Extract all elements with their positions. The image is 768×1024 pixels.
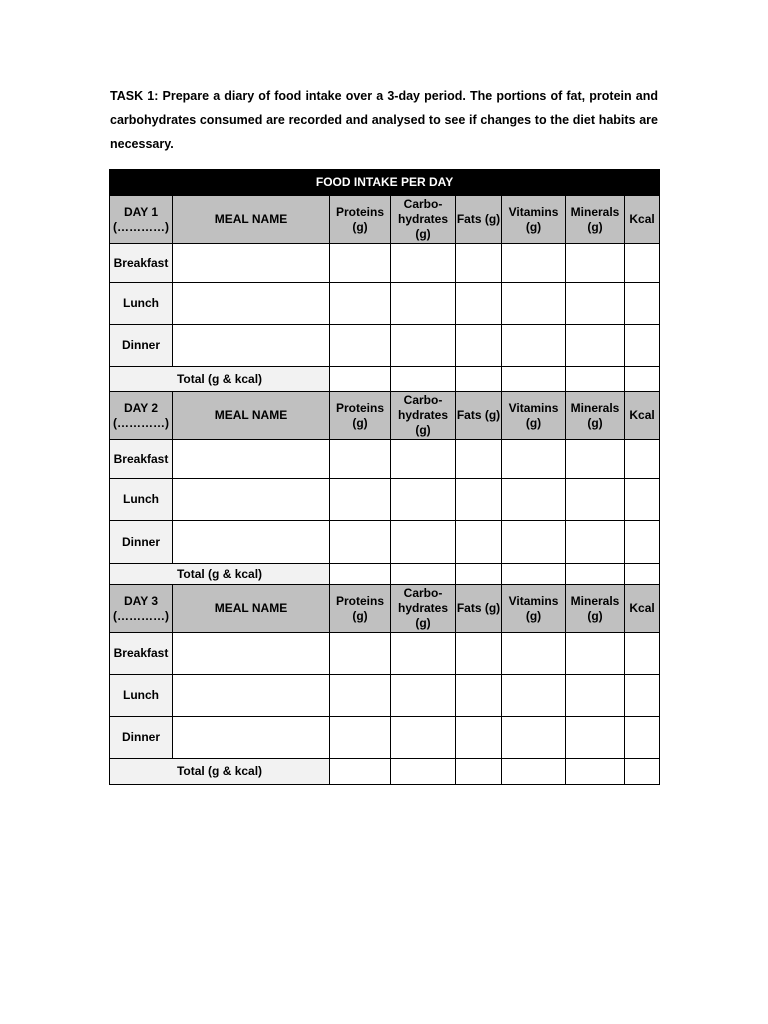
proteins-input[interactable]	[330, 440, 391, 479]
food-intake-table	[109, 169, 660, 785]
minerals-input[interactable]	[566, 633, 625, 675]
total-row	[110, 564, 660, 585]
day-header-row	[110, 196, 660, 244]
kcal-input[interactable]	[625, 633, 660, 675]
task-instructions	[110, 84, 658, 156]
day-label: DAY 1	[123, 204, 159, 219]
day-label-cell	[110, 196, 173, 244]
col-carbo-line2: hydrates (g)	[397, 601, 449, 630]
col-carbohydrates	[391, 196, 456, 244]
fats-input[interactable]	[456, 479, 502, 521]
day-date-blank: (…………)	[113, 415, 169, 430]
fats-total-input[interactable]	[456, 759, 502, 785]
total-row	[110, 759, 660, 785]
col-fats: Fats (g)	[456, 392, 502, 440]
day-label: DAY 2	[123, 400, 159, 415]
minerals-input[interactable]	[566, 717, 625, 759]
vitamins-input[interactable]	[502, 479, 566, 521]
col-meal-name: MEAL NAME	[173, 196, 330, 244]
col-vitamins: Vitamins (g)	[502, 585, 566, 633]
carbohydrates-total-input[interactable]	[391, 367, 456, 392]
meal-name-input[interactable]	[173, 325, 330, 367]
carbohydrates-input[interactable]	[391, 283, 456, 325]
fats-input[interactable]	[456, 633, 502, 675]
vitamins-input[interactable]	[502, 325, 566, 367]
meal-name-input[interactable]	[173, 440, 330, 479]
meal-row-dinner	[110, 717, 660, 759]
carbohydrates-input[interactable]	[391, 440, 456, 479]
kcal-input[interactable]	[625, 283, 660, 325]
task-text: Prepare a diary of food intake over a 3-day period. The portions of fat, protein and carbohydrates consumed are recorded and analysed to see if changes to the diet habits are necessary.	[110, 89, 658, 151]
day-header-row	[110, 585, 660, 633]
meal-label: Dinner	[110, 717, 173, 759]
carbohydrates-input[interactable]	[391, 479, 456, 521]
col-proteins: Proteins (g)	[330, 392, 391, 440]
meal-row-dinner	[110, 521, 660, 564]
carbohydrates-input[interactable]	[391, 675, 456, 717]
vitamins-input[interactable]	[502, 244, 566, 283]
proteins-input[interactable]	[330, 283, 391, 325]
total-label: Total (g & kcal)	[110, 564, 330, 585]
col-carbo-line2: hydrates (g)	[397, 408, 449, 437]
vitamins-input[interactable]	[502, 283, 566, 325]
col-minerals: Minerals (g)	[566, 392, 625, 440]
carbohydrates-input[interactable]	[391, 717, 456, 759]
vitamins-input[interactable]	[502, 633, 566, 675]
fats-input[interactable]	[456, 675, 502, 717]
fats-total-input[interactable]	[456, 367, 502, 392]
table-title: FOOD INTAKE PER DAY	[110, 170, 660, 196]
fats-input[interactable]	[456, 244, 502, 283]
col-vitamins: Vitamins (g)	[502, 392, 566, 440]
meal-label: Breakfast	[110, 244, 173, 283]
kcal-input[interactable]	[625, 325, 660, 367]
proteins-input[interactable]	[330, 633, 391, 675]
day-date-blank: (…………)	[113, 219, 169, 234]
kcal-input[interactable]	[625, 521, 660, 564]
day-label: DAY 3	[123, 593, 159, 608]
meal-row-lunch	[110, 675, 660, 717]
carbohydrates-total-input[interactable]	[391, 759, 456, 785]
fats-input[interactable]	[456, 521, 502, 564]
vitamins-total-input[interactable]	[502, 564, 566, 585]
col-meal-name: MEAL NAME	[173, 585, 330, 633]
minerals-total-input[interactable]	[566, 759, 625, 785]
minerals-input[interactable]	[566, 521, 625, 564]
minerals-input[interactable]	[566, 283, 625, 325]
meal-label: Lunch	[110, 675, 173, 717]
vitamins-total-input[interactable]	[502, 367, 566, 392]
proteins-input[interactable]	[330, 479, 391, 521]
vitamins-input[interactable]	[502, 717, 566, 759]
col-carbo-line2: hydrates (g)	[397, 212, 449, 241]
col-fats: Fats (g)	[456, 196, 502, 244]
meal-row-breakfast	[110, 440, 660, 479]
day-label-cell	[110, 392, 173, 440]
vitamins-input[interactable]	[502, 440, 566, 479]
meal-label: Dinner	[110, 325, 173, 367]
carbohydrates-input[interactable]	[391, 633, 456, 675]
kcal-input[interactable]	[625, 479, 660, 521]
carbohydrates-input[interactable]	[391, 521, 456, 564]
proteins-total-input[interactable]	[330, 759, 391, 785]
col-kcal: Kcal	[625, 392, 660, 440]
col-proteins: Proteins (g)	[330, 585, 391, 633]
fats-input[interactable]	[456, 717, 502, 759]
meal-name-input[interactable]	[173, 633, 330, 675]
meal-name-input[interactable]	[173, 521, 330, 564]
meal-label: Breakfast	[110, 440, 173, 479]
day-date-blank: (…………)	[113, 608, 169, 623]
kcal-total-input[interactable]	[625, 564, 660, 585]
vitamins-total-input[interactable]	[502, 759, 566, 785]
carbohydrates-input[interactable]	[391, 244, 456, 283]
col-carbo-line1: Carbo-	[403, 197, 443, 211]
carbohydrates-input[interactable]	[391, 325, 456, 367]
vitamins-input[interactable]	[502, 521, 566, 564]
col-minerals: Minerals (g)	[566, 196, 625, 244]
minerals-total-input[interactable]	[566, 564, 625, 585]
meal-row-dinner	[110, 325, 660, 367]
col-minerals: Minerals (g)	[566, 585, 625, 633]
col-carbohydrates	[391, 585, 456, 633]
minerals-input[interactable]	[566, 440, 625, 479]
total-row	[110, 367, 660, 392]
col-kcal: Kcal	[625, 585, 660, 633]
task-lead: TASK 1:	[110, 89, 159, 103]
kcal-total-input[interactable]	[625, 759, 660, 785]
fats-input[interactable]	[456, 325, 502, 367]
carbohydrates-total-input[interactable]	[391, 564, 456, 585]
minerals-input[interactable]	[566, 675, 625, 717]
fats-total-input[interactable]	[456, 564, 502, 585]
day-label-cell	[110, 585, 173, 633]
meal-name-input[interactable]	[173, 717, 330, 759]
meal-label: Dinner	[110, 521, 173, 564]
kcal-input[interactable]	[625, 675, 660, 717]
total-label: Total (g & kcal)	[110, 367, 330, 392]
proteins-total-input[interactable]	[330, 564, 391, 585]
meal-label: Breakfast	[110, 633, 173, 675]
col-proteins: Proteins (g)	[330, 196, 391, 244]
minerals-input[interactable]	[566, 479, 625, 521]
minerals-total-input[interactable]	[566, 367, 625, 392]
proteins-total-input[interactable]	[330, 367, 391, 392]
meal-name-input[interactable]	[173, 283, 330, 325]
minerals-input[interactable]	[566, 244, 625, 283]
proteins-input[interactable]	[330, 325, 391, 367]
proteins-input[interactable]	[330, 244, 391, 283]
fats-input[interactable]	[456, 440, 502, 479]
col-meal-name: MEAL NAME	[173, 392, 330, 440]
meal-row-lunch	[110, 283, 660, 325]
kcal-input[interactable]	[625, 717, 660, 759]
col-fats: Fats (g)	[456, 585, 502, 633]
proteins-input[interactable]	[330, 717, 391, 759]
col-kcal: Kcal	[625, 196, 660, 244]
kcal-total-input[interactable]	[625, 367, 660, 392]
meal-name-input[interactable]	[173, 244, 330, 283]
total-label: Total (g & kcal)	[110, 759, 330, 785]
meal-label: Lunch	[110, 283, 173, 325]
col-carbo-line1: Carbo-	[403, 393, 443, 407]
vitamins-input[interactable]	[502, 675, 566, 717]
meal-name-input[interactable]	[173, 675, 330, 717]
proteins-input[interactable]	[330, 675, 391, 717]
day-header-row	[110, 392, 660, 440]
meal-name-input[interactable]	[173, 479, 330, 521]
minerals-input[interactable]	[566, 325, 625, 367]
col-carbohydrates	[391, 392, 456, 440]
meal-label: Lunch	[110, 479, 173, 521]
kcal-input[interactable]	[625, 244, 660, 283]
col-carbo-line1: Carbo-	[403, 586, 443, 600]
kcal-input[interactable]	[625, 440, 660, 479]
meal-row-breakfast	[110, 633, 660, 675]
fats-input[interactable]	[456, 283, 502, 325]
proteins-input[interactable]	[330, 521, 391, 564]
meal-row-breakfast	[110, 244, 660, 283]
meal-row-lunch	[110, 479, 660, 521]
col-vitamins: Vitamins (g)	[502, 196, 566, 244]
